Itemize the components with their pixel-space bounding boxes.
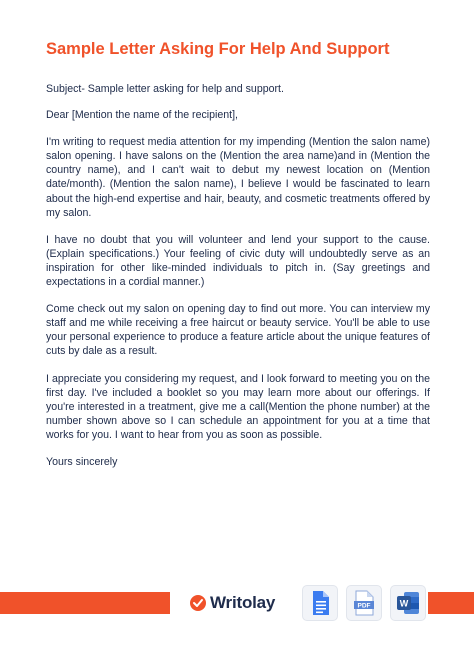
letter-subject: Subject- Sample letter asking for help and support. [46, 83, 284, 95]
pdf-label: PDF [357, 602, 371, 610]
pdf-file-icon [347, 586, 381, 620]
letter-paragraph-3: Come check out my salon on opening day to find out more. You can interview my staff and me while receiving a free haircut or beauty service. You'll be able to use your personal experience to produce a feature article about the unique features of cuts by dale as a result. [46, 303, 430, 358]
google-docs-icon [303, 586, 337, 620]
writolay-logo-icon [190, 595, 206, 611]
brand-logo[interactable] [190, 590, 275, 616]
footer-accent-bar-right [428, 592, 474, 614]
letter-closing: Yours sincerely [46, 455, 118, 468]
page-title: Sample Letter Asking For Help And Support [46, 40, 390, 58]
letter-salutation: Dear [Mention the name of the recipient], [46, 109, 238, 122]
word-label: W [399, 598, 409, 609]
word-download[interactable] [391, 586, 425, 620]
word-doc-icon [391, 586, 425, 620]
footer-accent-bar-left [0, 592, 170, 614]
letter-body [46, 82, 430, 469]
google-docs-download[interactable] [303, 586, 337, 620]
letter-paragraph-2: I have no doubt that you will volunteer and lend your support to the cause. (Explain specifications.) Your feeling of civic duty will undoubtedly serve as an inspiration for other like-minded individuals to pitch in. (Say greetings and expectations in a cordial manner.) [46, 233, 430, 289]
brand-name: Writolay [210, 593, 276, 612]
pdf-download[interactable] [347, 586, 381, 620]
letter-paragraph-1: I'm writing to request media attention for my impending (Mention the salon name) salon opening. I have salons on the (Mention the area name)and in (Mention the country name), and I can't wait to debut my newest location on (Mention date/month). (Mention the salon name), I believe I would be fascinated to learn about the high-end expertise and hair, beauty, and cosmetic treatments offered by my salon. [46, 136, 430, 219]
letter-paragraph-4: I appreciate you considering my request, and I look forward to meeting you on the first day. I've included a booklet so you may learn more about our offerings. If you're interested in a treatment, give me a call(Mention the phone number) at the number shown above so I can schedule an appointment for you at a time that works for you. I want to hear from you as soon as possible. [46, 372, 430, 441]
